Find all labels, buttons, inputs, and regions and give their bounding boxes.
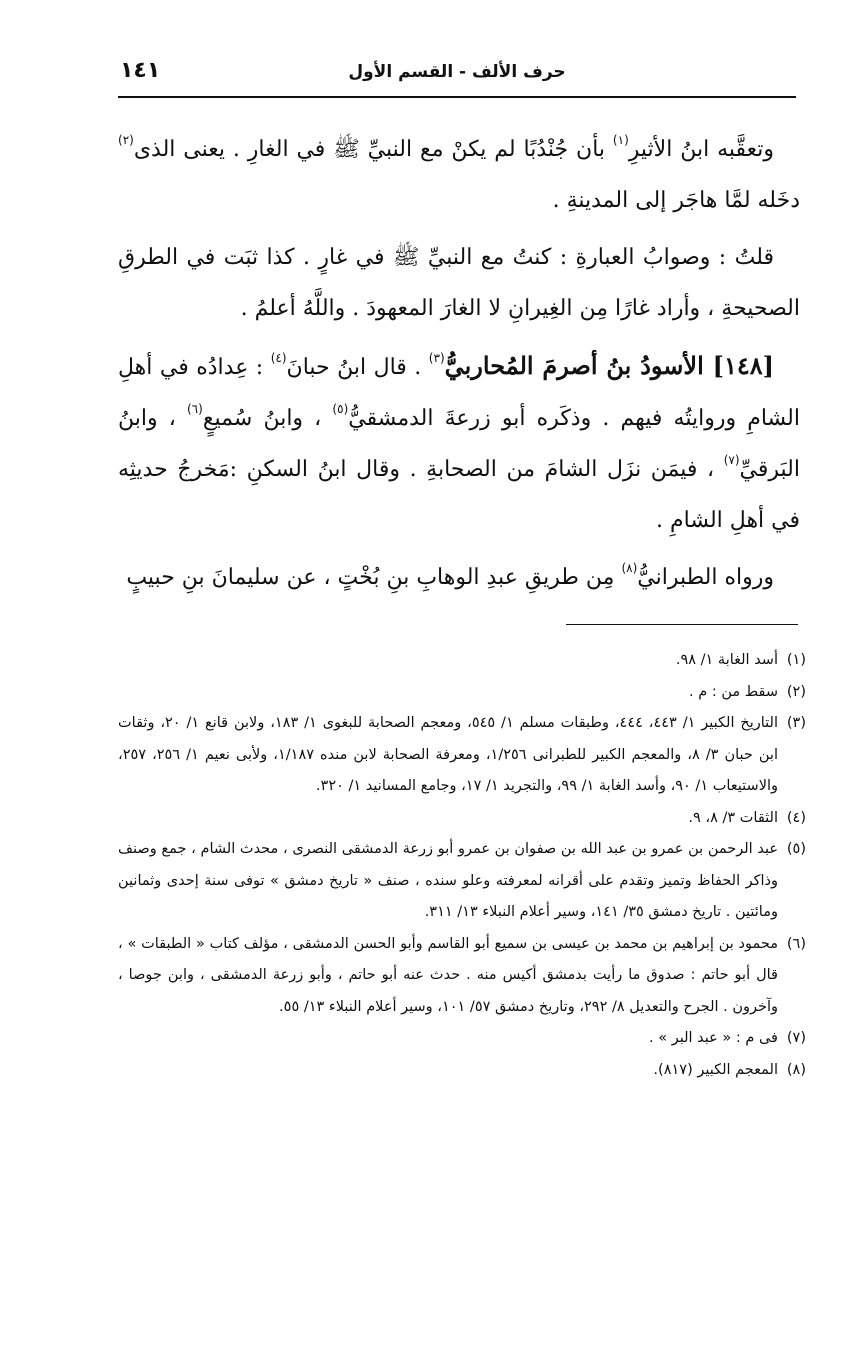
main-text [118,124,800,609]
footnote-7 [118,1023,806,1055]
footnote-ref-6[interactable]: (٦) [186,402,203,416]
text-run: دخَله لمَّا هاجَر إلى المدينةِ . [552,188,800,213]
running-title: حرف الألف - القسم الأول [348,62,566,82]
footnote-1 [118,645,806,677]
footnote-3 [118,708,806,803]
footnote-ref-4[interactable]: (٤) [270,351,287,365]
footnote-number: (٧) [786,1030,806,1046]
page-header [118,56,796,98]
text-run: بأن جُنْدُبًا لم يكنْ مع النبيِّ ﷺ في الغارِ . يعنى الذى [133,137,613,162]
footnote-2 [118,677,806,709]
footnotes [118,645,806,1086]
footnote-number: (٢) [786,683,806,700]
footnote-number: (٨) [786,1061,806,1078]
footnote-text: التاريخ الكبير ١/ ٤٤٣، ٤٤٤، وطبقات مسلم ١/ ٥٤٥، ومعجم الصحابة للبغوى ١/ ١٨٣، ولابن قانع ١/ ٢٠، وثقات ابن حبان ٣/ ٨، والمعجم الكبير للطبرانى ١/٢٥٦، ومعرفة الصحابة لابن منده ١/١٨٧، ولأبى نعيم ١/ ٢٥٦، ٢٥٧، والاستيعاب ١/ ٩٠، وأسد الغابة ١/ ٩٩، والتجريد ١/ ١٧، وجامع المسانيد ١/ ٣٢٠. [118,715,778,794]
text-run: . قال ابنُ حبانَ [286,355,429,380]
entry-148 [118,340,800,546]
text-run: وتعقَّبه ابنُ الأثيرِ [628,137,775,162]
text-run: ، وابنُ البَرقيِّ [118,406,800,482]
footnote-4 [118,803,806,835]
paragraph-4 [118,552,800,603]
footnote-number: (١) [786,652,806,668]
paragraph-2 [118,232,800,334]
footnote-text: أسد الغابة ١/ ٩٨. [675,652,778,668]
text-run: ، وابنُ سُميعٍ [202,406,333,431]
footnote-separator [566,624,798,625]
footnote-ref-8[interactable]: (٨) [621,561,638,575]
footnote-ref-5[interactable]: (٥) [332,402,349,416]
footnote-text: المعجم الكبير (٨١٧). [653,1061,778,1078]
entry-heading: [١٤٨] الأسودُ بنُ أصرمَ المُحاربيُّ [444,351,775,380]
footnote-8 [118,1055,806,1087]
footnote-text: محمود بن إبراهيم بن محمد بن عيسى بن سميع أبو القاسم وأبو الحسن الدمشقى ، مؤلف كتاب « الطبقات » ، قال أبو حاتم : صدوق ما رأيت بدمشق أكيس منه . حدث عنه أبو حاتم ، وأبو زرعة الدمشقى ، وابن جوصا ، وآخرون . الجرح والتعديل ٨/ ٢٩٢، وتاريخ دمشق ٥٧/ ١٠١، وسير أعلام النبلاء ١٣/ ٥٥. [118,935,778,1015]
footnote-ref-2[interactable]: (٢) [118,133,134,147]
footnote-number: (٤) [786,809,806,826]
footnote-text: فى م : « عبد البر » . [649,1030,778,1046]
text-run: مِن طريقِ عبدِ الوهابِ بنِ بُخْتٍ ، عن سليمانَ بنِ حبيبٍ [126,565,622,590]
footnote-6 [118,929,806,1024]
footnote-number: (٦) [786,935,806,952]
page-number: ١٤١ [120,58,161,83]
footnote-text: الثقات ٣/ ٨، ٩. [688,809,778,826]
footnote-text: عبد الرحمن بن عمرو بن عبد الله بن صفوان بن عمرو أبو زرعة الدمشقى النصرى ، محدث الشام ، جمع وصنف وذاكر الحفاظ وتميز وتقدم على أقرانه لمعرفته وعلو سنده ، صنف « تاريخ دمشق » توفى سنة إحدى وثمانين ومائتين . تاريخ دمشق ٣٥/ ١٤١، وسير أعلام النبلاء ١٣/ ٣١١. [118,841,778,920]
footnote-ref-7[interactable]: (٧) [723,453,740,467]
text-run: ، فيمَن نزَل الشامَ من الصحابةِ . وقال ابنُ السكنِ :مَخرجُ حديثِه في أهلِ الشامِ . [118,457,800,533]
paragraph-1 [118,124,800,226]
footnote-number: (٣) [786,715,806,731]
footnote-ref-1[interactable]: (١) [612,133,629,147]
footnote-number: (٥) [786,841,806,857]
footnote-text: سقط من : م . [689,683,778,700]
text-run: : عِدادُه في أهلِ الشامِ وروايتُه فيهم . وذكَره أبو زرعةَ الدمشقيُّ [118,355,800,431]
footnote-ref-3[interactable]: (٣) [428,351,445,365]
text-run: ورواه الطبرانيُّ [637,565,774,590]
footnote-5 [118,834,806,929]
text-run: قلتُ : وصوابُ العبارةِ : كنتُ مع النبيِّ ﷺ في غارٍ . كذا ثبَت في الطرقِ الصحيحةِ ، وأراد غارًا مِن الغِيرانِ لا الغارَ المعهودَ . واللَّهُ أعلمُ . [118,245,800,321]
